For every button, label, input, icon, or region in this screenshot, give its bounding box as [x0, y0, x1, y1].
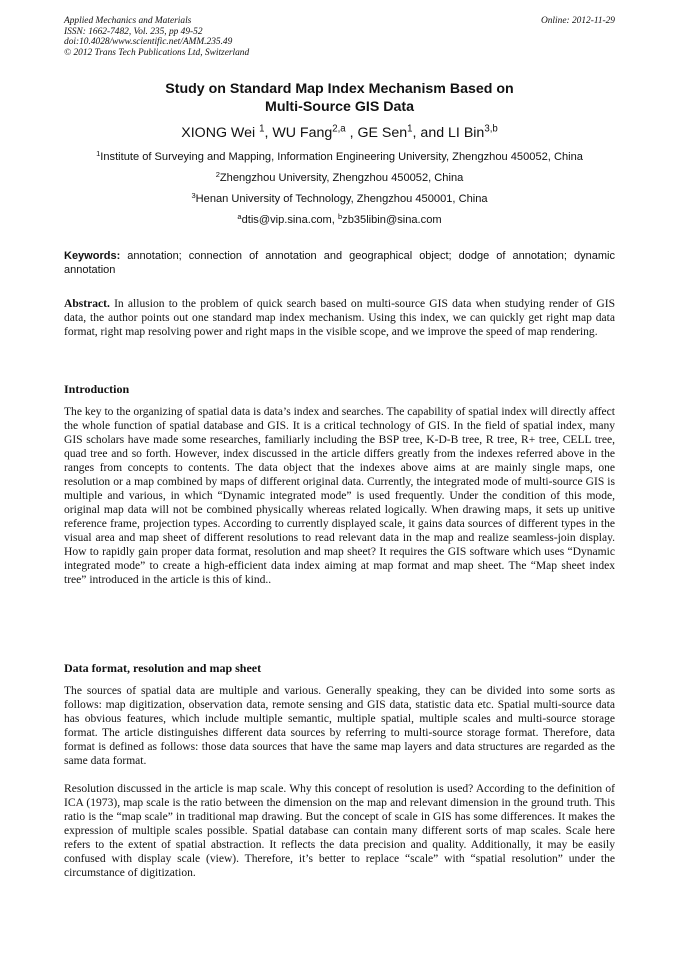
- affiliation-3: [64, 192, 615, 206]
- title-line-2: Multi-Source GIS Data: [265, 99, 414, 115]
- author-sep: , and: [412, 125, 449, 141]
- data-format-paragraph-1: The sources of spatial data are multiple and various. Generally speaking, they can be divided into some sorts as follows: map digitization, observation data, remote sensing and GIS data, statistic data etc. Spatial multi-source data has obvious features, which include multiple semantic, multiple spatial, multiple scales and multi-source storage format. The article distinguishes different data sources by referring to multi-source storage format. Therefore, data format is defined as follows: those data sources that have the same map layers and data structures are regarded as the same data format.: [64, 685, 615, 767]
- journal-header: [64, 16, 615, 58]
- affiliation-text: Zhengzhou University, Zhengzhou 450052, China: [219, 172, 464, 184]
- abstract-text: In allusion to the problem of quick search based on multi-source GIS data when studying render of GIS data, the author points out one standard map index mechanism. Using this index, we can quickly get right map data format, right map resolving power and right maps in the visible scope, and we improve the speed of map rendering.: [64, 298, 615, 338]
- keywords-label: Keywords:: [64, 250, 121, 262]
- affiliation-sup: 1: [96, 148, 101, 158]
- affiliation-1: [64, 150, 615, 164]
- author-name: XIONG Wei: [181, 125, 260, 141]
- copyright-line: © 2012 Trans Tech Publications Ltd, Switzerland: [64, 47, 250, 58]
- data-format-paragraph-2: Resolution discussed in the article is map scale. Why this concept of resolution is used? According to the definition of ICA (1973), map scale is the ratio between the dimension on the map and relevant dimension in the ground truth. This ratio is the “map scale” in traditional map drawing. But the concept of scale in GIS has some differences. It makes the expression of multiple scales possible. Spatial database can contain many different sorts of map scales. Scale here refers to the extent of spatial abstraction. It reflects the data precision and quality. Additionally, it may be easily confused with display scale (view). Therefore, it’s better to replace “scale” with “spatial resolution” under the circumstance of digitization.: [64, 783, 615, 879]
- author-list: [64, 124, 615, 142]
- author-emails: [64, 213, 615, 227]
- keywords-text: annotation; connection of annotation and geographical object; dodge of annotation; dynamic annotation: [64, 250, 615, 276]
- affiliation-text: Institute of Surveying and Mapping, Information Engineering University, Zhengzhou 450052, China: [100, 151, 583, 163]
- email-sup-a: a: [237, 211, 242, 221]
- keywords: [64, 250, 615, 278]
- affiliation-2: [64, 171, 615, 185]
- author-sup: 1: [259, 123, 265, 135]
- doi-line: doi:10.4028/www.scientific.net/AMM.235.49: [64, 37, 233, 48]
- title-line-1: Study on Standard Map Index Mechanism Based on: [165, 81, 514, 97]
- author-name: LI Bin: [448, 125, 485, 141]
- online-date: Online: 2012-11-29: [540, 16, 615, 26]
- paper-title: [64, 80, 615, 116]
- abstract-label: Abstract.: [64, 298, 110, 310]
- author-name: WU Fang: [272, 125, 333, 141]
- author-sep: ,: [345, 125, 358, 141]
- author-sup: 1: [407, 123, 413, 135]
- email-b: zb35libin@sina.com: [342, 214, 442, 226]
- affiliation-text: Henan University of Technology, Zhengzhou 450001, China: [195, 193, 488, 205]
- section-heading-data-format: Data format, resolution and map sheet: [64, 661, 262, 675]
- section-heading-introduction: Introduction: [64, 382, 130, 396]
- affiliation-sup: 3: [191, 190, 196, 200]
- email-a: dtis@vip.sina.com,: [241, 214, 338, 226]
- journal-name: Applied Mechanics and Materials: [64, 16, 192, 26]
- author-name: GE Sen: [357, 125, 408, 141]
- affiliation-sup: 2: [215, 169, 220, 179]
- abstract: [64, 297, 615, 339]
- author-sup: 3,b: [484, 123, 498, 135]
- introduction-paragraph: The key to the organizing of spatial data is data’s index and searches. The capability of spatial index will directly affect the whole function of spatial database and GIS. It is a critical technology of GIS. In the field of spatial index, many GIS scholars have made some researches, familiarly including the BSP tree, K-D-B tree, R tree, R+ tree, CELL tree, quad tree and so forth. However, index discussed in the article differs greatly from the indexes referred above in the ranges from concepts to contents. The data object that the indexes above aims at are mainly single maps, one resolution or a map combined by maps of different original data. Currently, the integrated mode of multi-source GIS is multiple and various, in which “Dynamic integrated mode” is used frequently. Under the condition of this mode, original map data will not be combined physically whereas related logically. When drawing maps, it sets up unitive reference frame, projection types. According to currently displayed scale, it gains data sources of different types in the visual area and map sheet of different resolutions to read relevant data in the map and realize seamless-join display. How to rapidly gain proper data format, resolution and map sheet? It requires the GIS software which uses “Dynamic integrated mode” to create a high-efficient data index aiming at map format and map sheet. The “Map sheet index tree” introduced in the article is this of kind..: [64, 406, 615, 586]
- issn-line: ISSN: 1662-7482, Vol. 235, pp 49-52: [64, 26, 203, 37]
- author-sup: 2,a: [332, 123, 346, 135]
- author-sep: ,: [264, 125, 273, 141]
- email-sup-b: b: [337, 211, 343, 221]
